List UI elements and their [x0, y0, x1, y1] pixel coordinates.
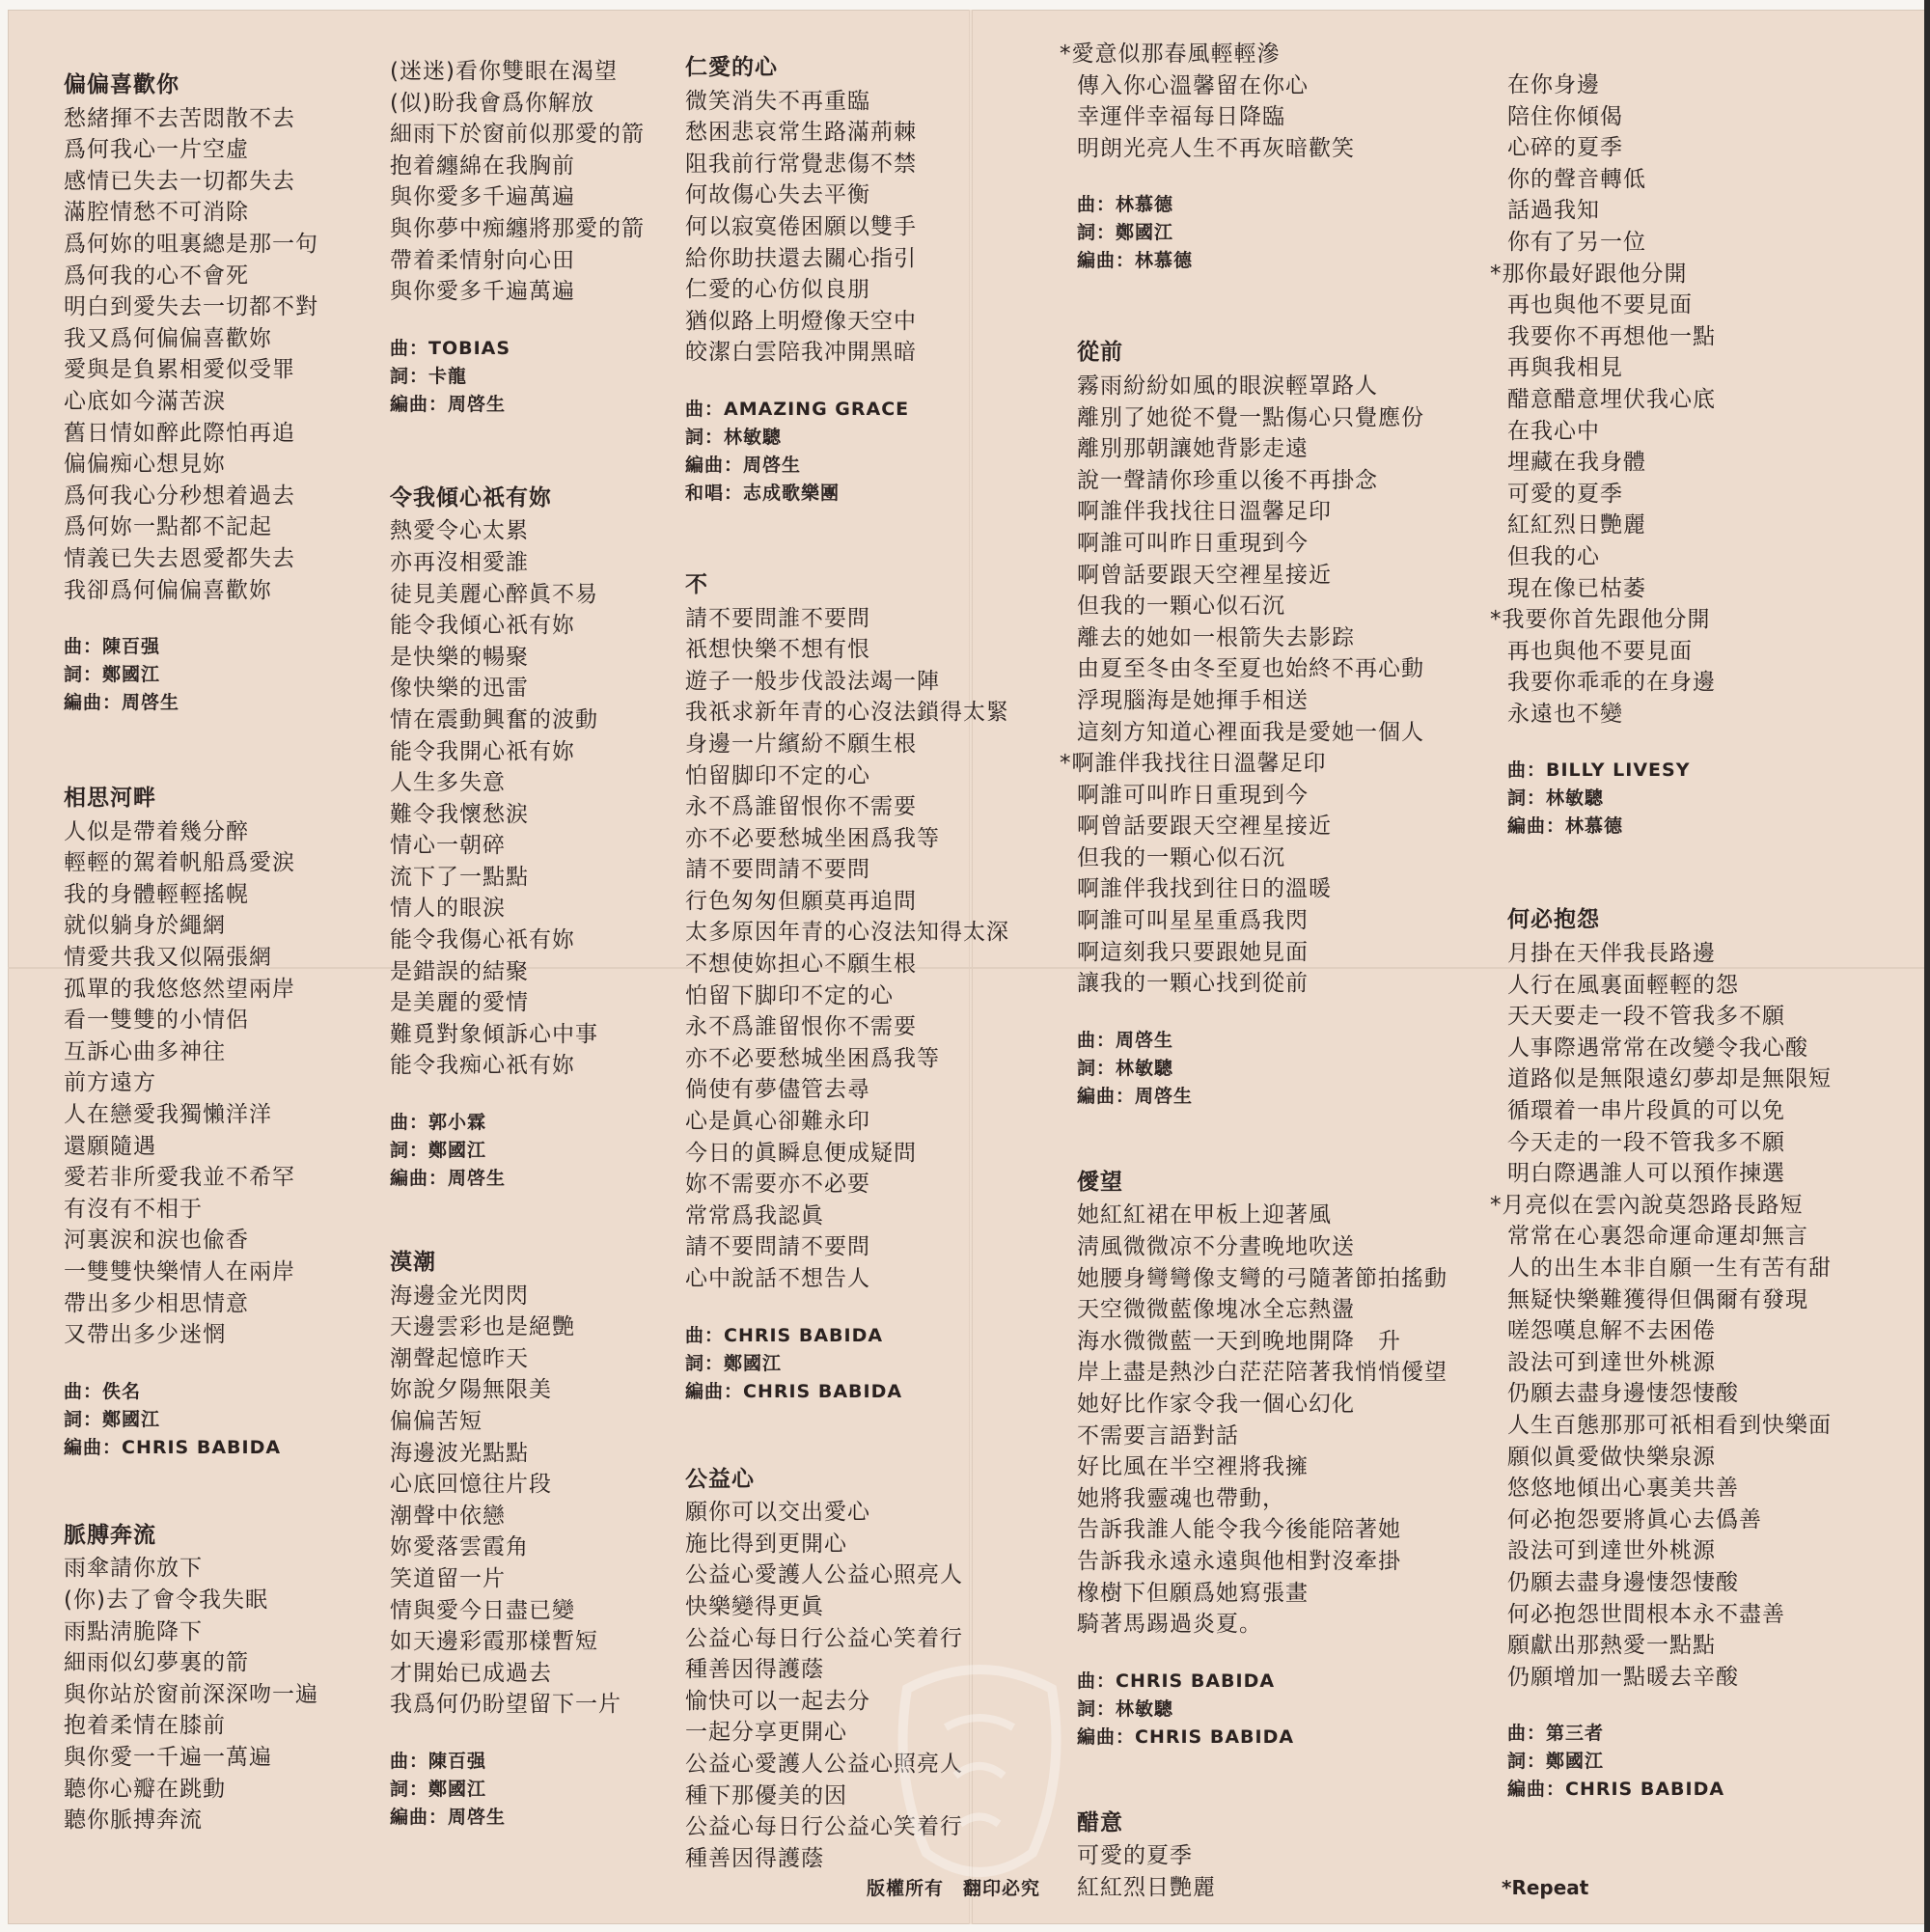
lyric-line: 埋藏在我身體	[1507, 450, 1646, 476]
lyric-line: 陪住你傾偈	[1507, 103, 1623, 129]
credit-line: 和唱：志成歌樂團	[685, 482, 841, 504]
lyric-line: 抱着柔情在膝前	[64, 1713, 226, 1739]
lyric-line: 岸上盡是熱沙白茫茫陪著我悄悄僾望	[1077, 1360, 1448, 1386]
lyric-line: 啊誰伴我找往日溫馨足印	[1077, 499, 1332, 525]
lyric-line: 現在像已枯萎	[1507, 575, 1646, 601]
lyric-line: 請不要問請不要問	[685, 1234, 870, 1260]
lyric-line: 種下那優美的因	[685, 1782, 847, 1808]
credit-line: 編曲：CHRIS BABIDA	[1077, 1725, 1295, 1748]
lyric-line: 偏偏痴心想見妳	[64, 452, 226, 478]
lyric-line: 循環着一串片段眞的可以免	[1507, 1098, 1785, 1124]
lyric-line: 離別那朝讓她背影走遠	[1077, 436, 1309, 462]
lyric-line: 好比風在半空裡將我擁	[1077, 1454, 1309, 1480]
lyric-line: 熱愛令心太累	[390, 518, 529, 544]
lyric-line: 情人的眼涙	[390, 896, 506, 922]
lyric-line: 啊曾話要跟天空裡星接近	[1077, 814, 1332, 840]
lyric-line: 願你可以交出愛心	[685, 1500, 870, 1526]
lyric-line: 抱着纏綿在我胸前	[390, 152, 575, 179]
lyric-line: 再也與他不要見面	[1507, 292, 1693, 318]
song-title: 醋意	[1077, 1809, 1123, 1835]
credit-line: 編曲：CHRIS BABIDA	[685, 1380, 903, 1402]
lyric-line: 如天邊彩霞那樣暫短	[390, 1629, 598, 1655]
lyric-line: 你的聲音轉低	[1507, 166, 1646, 192]
lyric-line: 感情已失去一切都失去	[64, 168, 295, 194]
song-block	[1490, 904, 1832, 1804]
lyric-line: 公益心愛護人公益心照亮人	[685, 1751, 963, 1777]
credit-line: 詞：林敏驄	[685, 426, 783, 448]
lyric-line: 再也與他不要見面	[1507, 638, 1693, 664]
lyrics-column-3	[685, 52, 1009, 1874]
lyric-line: 滿腔情愁不可消除	[64, 200, 249, 226]
song-title: 公益心	[685, 1466, 755, 1492]
credit-line: 詞：鄭國江	[1507, 1751, 1605, 1773]
song-credits	[1507, 757, 1832, 841]
lyric-line: 告訴我誰人能令我今後能陪著她	[1077, 1517, 1401, 1543]
lyric-line: 是快樂的暢聚	[390, 644, 529, 670]
lyric-line: 我要你不再想他一點	[1507, 323, 1716, 349]
lyric-line: 永不爲誰留恨你不需要	[685, 794, 917, 820]
lyric-line: 與你站於窗前深深吻一遍	[64, 1681, 318, 1707]
song-block	[390, 1247, 645, 1832]
song-credits	[1077, 1027, 1448, 1111]
lyric-line: 傳入你心溫馨留在你心	[1077, 72, 1309, 98]
lyric-line: 幸運伴幸福每日降臨	[1077, 104, 1285, 130]
lyric-line: 天邊雲彩也是絕艷	[390, 1314, 575, 1340]
song-credits	[1077, 1668, 1448, 1752]
lyric-line: 快樂變得更眞	[685, 1593, 824, 1619]
credit-line: 曲：第三者	[1507, 1723, 1605, 1745]
song-block	[390, 56, 645, 419]
lyric-line: 請不要問誰不要問	[685, 605, 870, 631]
song-credits	[1507, 1720, 1832, 1804]
lyric-line: 種善因得護蔭	[685, 1845, 824, 1871]
lyric-line: 何必抱怨世間根本永不盡善	[1507, 1601, 1785, 1627]
lyric-line: 孤單的我悠悠然望兩岸	[64, 976, 295, 1002]
credit-line: 曲：AMAZING GRACE	[685, 398, 910, 420]
lyric-line: 聽你心瓣在跳動	[64, 1776, 226, 1802]
credit-line: 詞：鄭國江	[1077, 222, 1174, 244]
credit-line: 編曲：周啓生	[64, 692, 180, 714]
lyric-line: 離去的她如一根箭失去影踪	[1077, 624, 1355, 650]
lyric-line: 話過我知	[1507, 198, 1600, 224]
song-title: 令我傾心祇有妳	[390, 484, 552, 511]
lyric-line: 爲何妳一點都不記起	[64, 514, 272, 540]
lyric-line: 在你身邊	[1507, 72, 1600, 97]
lyric-line: 像快樂的迅雷	[390, 676, 529, 702]
lyric-line: 啊誰可叫昨日重現到今	[1077, 530, 1309, 556]
lyric-line: 人在戀愛我獨懶洋洋	[64, 1102, 272, 1128]
lyric-line: 明白際遇誰人可以預作揀選	[1507, 1161, 1785, 1187]
lyric-line: 她腰身彎彎像支彎的弓隨著節拍搖動	[1077, 1265, 1448, 1291]
song-credits	[685, 396, 1009, 508]
lyric-line: *啊誰伴我找往日溫馨足印	[1060, 751, 1327, 777]
lyric-line: 天天要走一段不管我多不願	[1507, 1004, 1785, 1030]
lyric-line: 人生百態那那可祇相看到快樂面	[1507, 1412, 1832, 1438]
song-credits	[390, 1109, 645, 1193]
lyric-line: 心中說話不想告人	[685, 1266, 870, 1291]
lyric-line: 不想使妳担心不願生根	[685, 952, 917, 978]
song-credits	[390, 1748, 645, 1832]
lyric-line: 在我心中	[1507, 418, 1600, 444]
lyric-line: 可愛的夏季	[1507, 481, 1623, 507]
lyric-line: 醋意醋意埋伏我心底	[1507, 386, 1716, 412]
lyric-line: 她將我靈魂也帶動，	[1077, 1485, 1285, 1511]
lyric-line: 嗟怨嘆息解不去困倦	[1507, 1318, 1716, 1344]
song-title: 何必抱怨	[1507, 907, 1600, 933]
lyric-line: 霧雨紛紛如風的眼涙輕罩路人	[1077, 373, 1378, 399]
lyric-line: 設法可到達世外桃源	[1507, 1538, 1716, 1564]
lyric-line: 與你愛多千遍萬遍	[390, 184, 575, 210]
lyric-line: 心底如今滿苦淚	[64, 388, 226, 414]
lyric-line: 我要你乖乖的在身邊	[1507, 670, 1716, 696]
credit-line: 詞：鄭國江	[64, 1408, 161, 1430]
lyric-line: 互訴心曲多神往	[64, 1038, 226, 1064]
lyric-line: 何故傷心失去平衡	[685, 182, 870, 208]
credit-line: 編曲：林慕德	[1507, 815, 1624, 838]
lyric-line: 難令我懷愁涙	[390, 801, 529, 827]
lyric-line: 愁緒揮不去苦悶散不去	[64, 105, 295, 131]
lyric-line: 我爲何仍盼望留下一片	[390, 1692, 621, 1718]
lyric-line: 愁困悲哀常生路滿荊棘	[685, 120, 917, 146]
copyright-footer: 版權所有 翻印必究	[867, 1878, 1041, 1899]
lyric-line: 設法可到達世外桃源	[1507, 1349, 1716, 1375]
lyric-line: 河裏涙和涙也偸香	[64, 1228, 249, 1254]
lyric-line: 太多原因年青的心沒法知得太深	[685, 920, 1009, 946]
lyrics-column-1	[64, 69, 318, 1836]
lyric-line: 種善因得護蔭	[685, 1657, 824, 1683]
song-block	[1077, 1808, 1448, 1904]
lyric-line: (迷迷)看你雙眼在渴望	[390, 59, 618, 84]
lyric-line: 永遠也不變	[1507, 701, 1623, 727]
lyrics-column-4	[1060, 39, 1448, 1904]
lyric-line: 我卻爲何偏偏喜歡妳	[64, 577, 272, 603]
lyric-line: 能令我痴心祇有妳	[390, 1053, 575, 1079]
song-title: 仁愛的心	[685, 55, 778, 80]
lyric-line: 笑道留一片	[390, 1565, 506, 1591]
credit-line: 詞：鄭國江	[390, 1778, 487, 1800]
credit-line: 曲：BILLY LIVESY	[1507, 759, 1691, 782]
lyric-line: 公益心每日行公益心笑着行	[685, 1814, 963, 1840]
lyric-line: 亦不必要愁城坐困爲我等	[685, 1045, 940, 1071]
lyric-line: 帶出多少相思情意	[64, 1290, 249, 1316]
lyric-line: 微笑消失不再重臨	[685, 88, 870, 114]
credit-line: 詞：鄭國江	[390, 1140, 487, 1162]
credit-line: 編曲：周啓生	[390, 1806, 507, 1828]
lyric-line: 與你愛多千遍萬遍	[390, 279, 575, 305]
song-block	[64, 69, 318, 717]
credit-line: 曲：陳百强	[64, 636, 161, 658]
lyric-line: 能令我傷心祇有妳	[390, 927, 575, 953]
credit-line: 編曲：周啓生	[390, 393, 507, 415]
lyric-line: 常常爲我認眞	[685, 1202, 824, 1228]
credit-line: 詞：林敏驄	[1077, 1057, 1174, 1079]
song-credits	[64, 1378, 318, 1462]
lyric-line: 給你助扶還去關心指引	[685, 245, 917, 271]
lyric-line: 但我的一顆心似石沉	[1077, 844, 1285, 870]
lyric-line: 明朗光亮人生不再灰暗歡笑	[1077, 135, 1355, 161]
lyric-line: 潮聲中依戀	[390, 1503, 506, 1529]
song-title: 偏偏喜歡你	[64, 72, 179, 97]
lyric-line: 遊子一般步伐設法竭一陣	[685, 668, 940, 694]
song-block	[685, 569, 1009, 1406]
lyric-line: 與你愛一千遍一萬遍	[64, 1744, 272, 1770]
song-block	[1060, 337, 1448, 1110]
lyric-line: 浮現腦海是她揮手相送	[1077, 687, 1309, 713]
lyric-line: 道路似是無限遠幻夢却是無限短	[1507, 1066, 1832, 1092]
credit-line: 編曲：周啓生	[1077, 1085, 1194, 1107]
lyric-line: *那你最好跟他分開	[1490, 261, 1688, 287]
credit-line: 詞：林敏驄	[1077, 1697, 1174, 1720]
lyric-line: 心底回憶往片段	[390, 1472, 552, 1498]
song-credits	[390, 335, 645, 419]
credit-line: 詞：鄭國江	[685, 1352, 783, 1374]
lyric-line: (似)盼我會爲你解放	[390, 90, 594, 116]
lyric-line: 細雨似幻夢裏的箭	[64, 1650, 249, 1676]
lyric-line: 人行在風裏面輕輕的怨	[1507, 972, 1739, 998]
lyric-line: 情在震動興奮的波動	[390, 706, 598, 732]
lyric-line: 還願隨遇	[64, 1133, 156, 1159]
lyric-line: 我又爲何偏偏喜歡妳	[64, 325, 272, 351]
lyric-line: 公益心愛護人公益心照亮人	[685, 1562, 963, 1588]
credit-line: 曲：佚名	[64, 1380, 142, 1402]
lyric-line: 天空微微藍像塊冰全忘熱盪	[1077, 1297, 1355, 1323]
lyric-line: 不需要言語對話	[1077, 1422, 1239, 1449]
credit-line: 編曲：林慕德	[1077, 250, 1194, 272]
repeat-note: *Repeat	[1502, 1876, 1589, 1899]
lyric-line: 輕輕的駕着帆船爲愛涙	[64, 850, 295, 876]
lyric-line: 猶似路上明燈像天空中	[685, 308, 917, 334]
lyric-line: 悠悠地傾出心裏美共善	[1507, 1476, 1739, 1502]
lyric-line: 海邊波光點點	[390, 1440, 529, 1466]
credit-line: 編曲：周啓生	[685, 454, 802, 476]
lyric-line: 難覓對象傾訴心中事	[390, 1021, 598, 1047]
lyric-line: 公益心每日行公益心笑着行	[685, 1625, 963, 1651]
lyric-line: 她好比作家令我一個心幻化	[1077, 1392, 1355, 1417]
lyric-line: 爲何妳的咀裏總是那一句	[64, 231, 318, 257]
lyric-line: 亦再沒相愛誰	[390, 549, 529, 575]
song-credits	[64, 633, 318, 717]
lyric-line: *愛意似那春風輕輕滲	[1060, 41, 1281, 67]
lyric-line: 帶着柔情射向心田	[390, 247, 575, 273]
lyric-line: 淸風微微凉不分晝晚地吹送	[1077, 1234, 1355, 1260]
credit-line: 編曲：CHRIS BABIDA	[64, 1436, 282, 1458]
lyric-line: 啊誰伴我找到往日的溫暖	[1077, 876, 1332, 902]
credit-line: 曲：周啓生	[1077, 1029, 1174, 1051]
lyric-line: 紅紅烈日艷麗	[1507, 512, 1646, 538]
lyric-line: 就似躺身於繩網	[64, 913, 226, 939]
lyric-line: 今天走的一段不管我多不願	[1507, 1129, 1785, 1155]
credit-line: 曲：陳百强	[390, 1750, 487, 1772]
lyric-line: 橡樹下但願爲她寫張畫	[1077, 1580, 1309, 1606]
lyric-line: 是美麗的愛情	[390, 990, 529, 1016]
lyric-line: 亦不必要愁城坐困爲我等	[685, 825, 940, 851]
song-title: 漠潮	[390, 1250, 436, 1276]
lyric-line: 情愛共我又似隔張網	[64, 945, 272, 971]
lyric-line: 月掛在天伴我長路邊	[1507, 941, 1716, 967]
song-title: 不	[685, 571, 708, 597]
lyric-line: 人的出生本非自願一生有苦有甜	[1507, 1256, 1832, 1281]
lyric-line: 身邊一片繽紛不願生根	[685, 731, 917, 757]
lyric-line: 這刻方知道心裡面我是愛她一個人	[1077, 719, 1424, 745]
lyric-line: 又帶出多少迷惘	[64, 1322, 226, 1348]
credit-line: 曲：TOBIAS	[390, 337, 511, 359]
lyric-line: 有沒有不相于	[64, 1196, 203, 1222]
lyric-line: 願似眞愛做快樂泉源	[1507, 1444, 1716, 1470]
lyric-line: 由夏至冬由冬至夏也始終不再心動	[1077, 656, 1424, 682]
lyric-line: 爲何我心一片空虛	[64, 137, 249, 163]
watermark-seal	[868, 1631, 1090, 1901]
lyric-line: 再與我相見	[1507, 355, 1623, 381]
lyric-line: 愛若非所愛我並不希罕	[64, 1165, 295, 1191]
lyric-line: 明白到愛失去一切都不對	[64, 294, 318, 320]
lyric-line: 阻我前行常覺悲傷不禁	[685, 151, 917, 177]
lyric-line: 妳愛落雲霞角	[390, 1534, 529, 1560]
song-block	[64, 783, 318, 1462]
lyric-line: 祇想快樂不想有恨	[685, 637, 870, 663]
lyric-line: 何必抱怨要將眞心去僞善	[1507, 1506, 1762, 1532]
lyric-line: 才開始已成過去	[390, 1660, 552, 1686]
lyric-line: 能令我傾心祇有妳	[390, 613, 575, 639]
lyric-line: 情心一朝碎	[390, 833, 506, 859]
credit-line: 曲：林慕德	[1077, 194, 1174, 216]
song-title: 脈膊奔流	[64, 1522, 156, 1548]
lyric-line: 騎著馬踢過炎夏。	[1077, 1612, 1262, 1638]
lyric-line: 心是眞心卻難永印	[685, 1109, 870, 1135]
lyric-line: 妳不需要亦不必要	[685, 1172, 870, 1198]
credit-line: 編曲：周啓生	[390, 1168, 507, 1190]
lyric-line: 仁愛的心仿似良朋	[685, 277, 870, 303]
lyrics-column-2	[390, 56, 645, 1832]
lyric-line: 心碎的夏季	[1507, 135, 1623, 161]
lyric-line: 今日的眞瞬息便成疑問	[685, 1140, 917, 1166]
lyric-line: 願獻出那熱愛一點點	[1507, 1633, 1716, 1659]
lyric-line: 你有了另一位	[1507, 229, 1646, 255]
lyric-line: 可愛的夏季	[1077, 1843, 1193, 1869]
lyric-line: 她紅紅裙在甲板上迎著風	[1077, 1202, 1332, 1228]
credit-line: 曲：CHRIS BABIDA	[1077, 1670, 1276, 1692]
lyric-line: 離別了她從不覺一點傷心只覺應份	[1077, 404, 1424, 430]
song-credits	[1077, 191, 1448, 275]
lyric-line: 海邊金光閃閃	[390, 1283, 529, 1309]
lyric-line: 啊誰可叫昨日重現到今	[1077, 782, 1309, 808]
lyric-line: 讓我的一顆心找到從前	[1077, 971, 1309, 997]
lyric-line: 人生多失意	[390, 770, 506, 796]
lyric-line: 能令我開心祇有妳	[390, 738, 575, 764]
lyric-line: 流下了一點點	[390, 864, 529, 890]
song-block	[390, 483, 645, 1193]
lyrics-column-5	[1490, 69, 1832, 1804]
lyric-line: 但我的心	[1507, 543, 1600, 569]
credit-line: 詞：鄭國江	[64, 664, 161, 686]
lyric-line: 爲何我的心不會死	[64, 262, 249, 289]
lyric-line: 愛與是負累相愛似受罪	[64, 357, 295, 383]
lyric-line: 細雨下於窗前似那愛的箭	[390, 122, 645, 148]
lyric-line: *我要你首先跟他分開	[1490, 607, 1711, 633]
credit-line: 詞：林敏驄	[1507, 787, 1605, 810]
song-credits	[685, 1322, 1009, 1406]
lyric-line: 倘使有夢儘管去尋	[685, 1077, 870, 1103]
lyric-line: 皎潔白雲陪我冲開黑暗	[685, 340, 917, 366]
lyric-line: 紅紅烈日艷麗	[1077, 1874, 1216, 1900]
lyric-line: 看一雙雙的小情侶	[64, 1007, 249, 1034]
lyric-line: 情與愛今日盡已變	[390, 1597, 575, 1623]
lyric-line: 徒見美麗心醉眞不易	[390, 581, 598, 607]
lyric-line: 行色匆匆但願莫再追問	[685, 888, 917, 914]
lyric-line: 人似是帶着幾分醉	[64, 818, 249, 844]
lyric-line: 前方遠方	[64, 1070, 156, 1096]
credit-line: 編曲：CHRIS BABIDA	[1507, 1779, 1725, 1801]
song-block	[1077, 1167, 1448, 1752]
lyric-line: 啊誰可叫星星重爲我閃	[1077, 908, 1309, 934]
lyric-line: 海水微微藍一天到晚地開降 升	[1077, 1328, 1401, 1354]
lyric-line: 仍願去盡身邊悽怨悽酸	[1507, 1569, 1739, 1595]
song-block	[64, 1520, 318, 1836]
lyric-line: 說一聲請你珍重以後不再掛念	[1077, 467, 1378, 493]
song-block	[1490, 69, 1832, 841]
lyric-line: 我的身體輕輕搖幌	[64, 881, 249, 907]
lyric-line: (你)去了會令我失眠	[64, 1587, 268, 1613]
song-title: 相思河畔	[64, 786, 156, 812]
credit-line: 曲：郭小霖	[390, 1112, 487, 1134]
lyric-line: 情義已失去恩愛都失去	[64, 545, 295, 571]
lyric-line: 雨傘請你放下	[64, 1556, 203, 1582]
lyric-line: 雨點淸脆降下	[64, 1618, 203, 1644]
lyric-line: 偏偏苦短	[390, 1409, 482, 1434]
credit-line: 詞：卡龍	[390, 365, 468, 387]
lyric-line: 請不要問請不要問	[685, 857, 870, 883]
lyric-line: 何以寂寞倦困願以雙手	[685, 213, 917, 239]
lyric-line: 愉快可以一起去分	[685, 1688, 870, 1714]
lyric-line: 仍願增加一點暖去辛酸	[1507, 1664, 1739, 1690]
lyric-line: 與你夢中痴纏將那愛的箭	[390, 215, 645, 241]
song-title: 僾望	[1077, 1169, 1123, 1195]
lyric-line: *月亮似在雲內說莫怨路長路短	[1490, 1192, 1804, 1218]
lyric-line: 啊曾話要跟天空裡星接近	[1077, 562, 1332, 588]
lyric-line: 怕留下脚印不定的心	[685, 982, 894, 1008]
song-block	[685, 52, 1009, 508]
lyric-line: 舊日情如醉此際怕再追	[64, 420, 295, 446]
lyric-line: 爲何我心分秒想着過去	[64, 483, 295, 509]
song-title: 從前	[1077, 340, 1123, 366]
lyric-line: 一起分享更開心	[685, 1720, 847, 1746]
lyric-line: 告訴我永遠永遠與他相對沒牽掛	[1077, 1548, 1401, 1574]
lyric-line: 施比得到更開心	[685, 1531, 847, 1557]
lyric-line: 永不爲誰留恨你不需要	[685, 1014, 917, 1040]
lyric-line: 但我的一顆心似石沉	[1077, 593, 1285, 620]
credit-line: 曲：CHRIS BABIDA	[685, 1324, 884, 1346]
lyric-line: 人事際遇常常在改變令我心酸	[1507, 1035, 1808, 1061]
lyric-line: 仍願去盡身邊悽怨悽酸	[1507, 1381, 1739, 1407]
scan-edge	[1924, 0, 1930, 1932]
lyric-line: 我祇求新年青的心沒法鎖得太緊	[685, 700, 1009, 726]
lyric-line: 潮聲起憶昨天	[390, 1345, 529, 1371]
song-block	[1060, 39, 1448, 275]
lyric-line: 是錯誤的結聚	[390, 958, 529, 984]
lyric-line: 無疑快樂難獲得但偶爾有發現	[1507, 1286, 1808, 1312]
lyric-line: 怕留脚印不定的心	[685, 762, 870, 788]
lyric-line: 一雙雙快樂情人在兩岸	[64, 1259, 295, 1284]
lyric-line: 常常在心裏怨命運命運却無言	[1507, 1224, 1808, 1250]
lyric-line: 啊這刻我只要跟她見面	[1077, 939, 1309, 965]
lyric-line: 聽你脈搏奔流	[64, 1808, 203, 1834]
lyric-line: 妳說夕陽無限美	[390, 1377, 552, 1403]
